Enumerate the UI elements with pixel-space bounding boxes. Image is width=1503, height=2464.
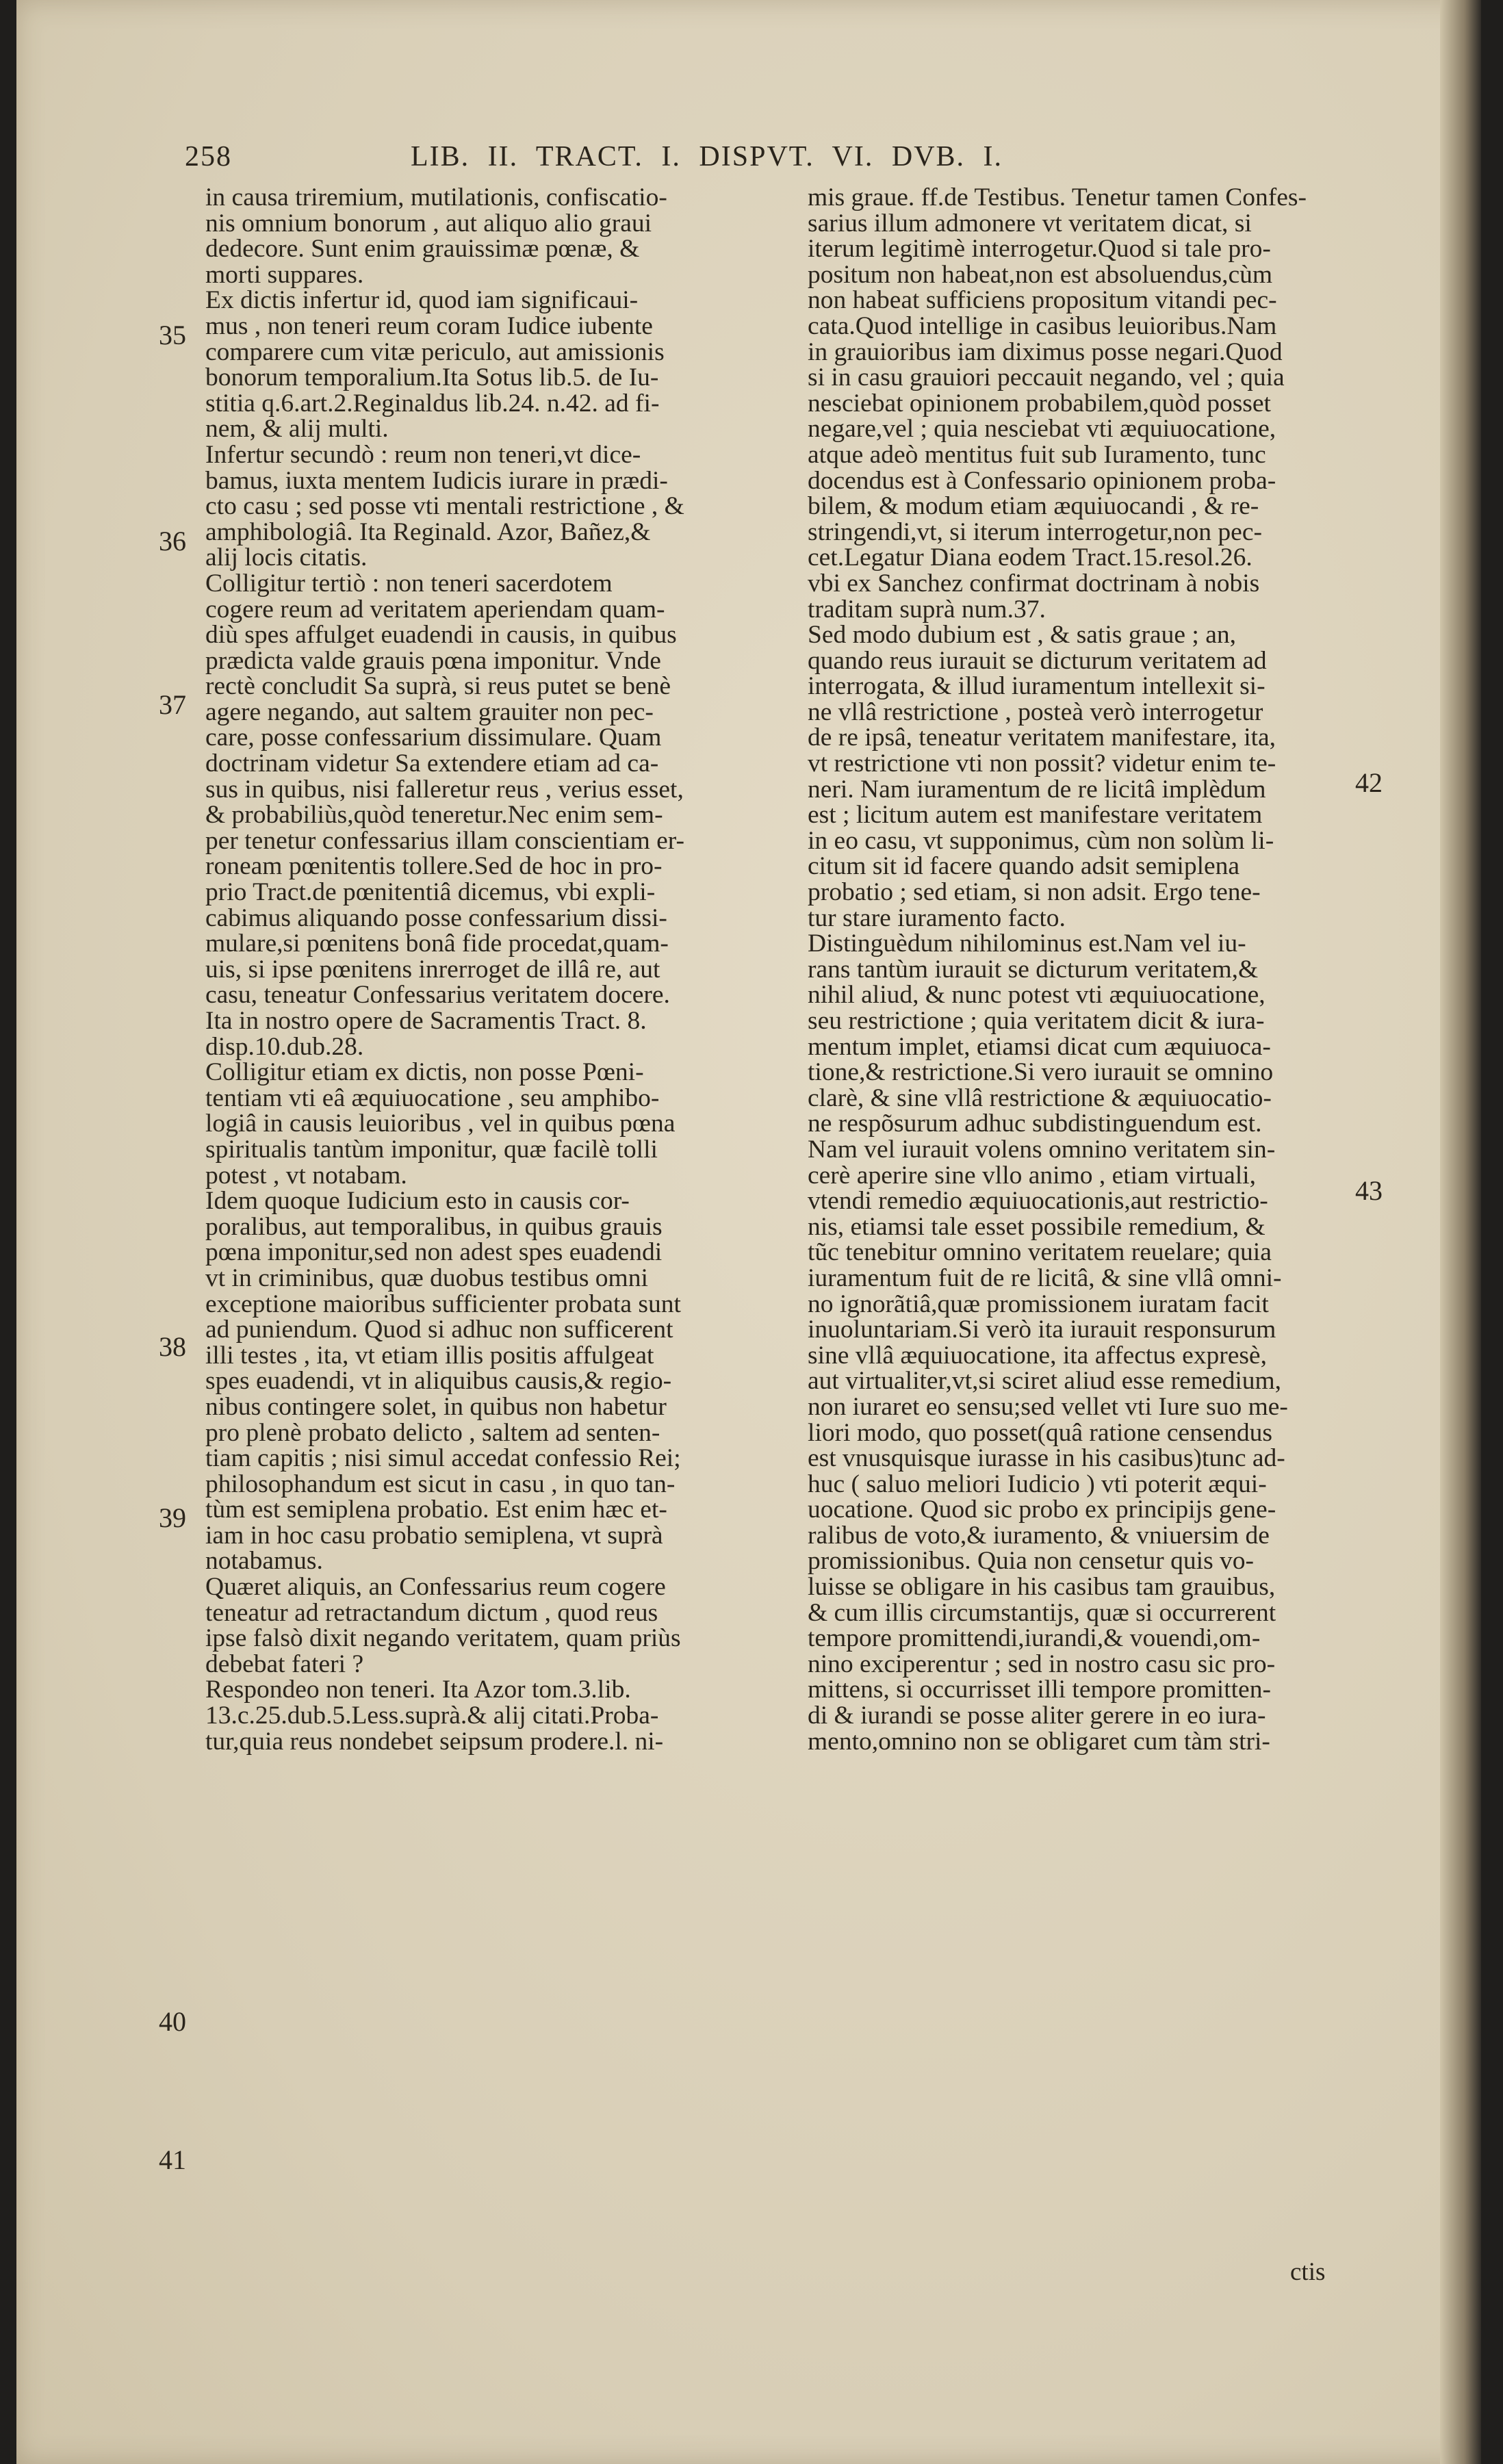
paragraph-number: 37 (159, 689, 186, 720)
text-line: vt restrictione vti non possit? videtur enim te- (808, 749, 1276, 778)
text-line: pro plenè probato delicto , saltem ad senten- (205, 1418, 660, 1447)
text-line: per tenetur confessarius illam conscientiam er- (205, 826, 685, 855)
text-line: alij locis citatis. (205, 543, 368, 572)
text-line: uocatione. Quod sic probo ex principijs gene- (808, 1496, 1276, 1524)
paragraph-number: 36 (159, 526, 186, 556)
text-line: Ita in nostro opere de Sacramentis Tract. 8. (205, 1007, 647, 1035)
paragraph-number: 40 (159, 2006, 186, 2037)
right-text-column (808, 185, 1383, 1754)
text-line: si in casu grauiori peccauit negando, vel ; quia (808, 363, 1285, 392)
page-number: 258 (185, 141, 232, 172)
text-line: spiritualis tantùm imponitur, quæ facilè tolli (205, 1135, 658, 1164)
text-line: tùm est semiplena probatio. Est enim hæc et- (205, 1496, 667, 1524)
text-line: nis omnium bonorum , aut aliquo alio graui (205, 209, 652, 238)
text-line: sarius illum admonere vt veritatem dicat, si (808, 209, 1252, 238)
text-line: est ; licitum autem est manifestare veritatem (808, 801, 1263, 830)
text-line: mis graue. ff.de Testibus. Tenetur tamen Confes- (808, 183, 1307, 211)
text-line: ne vllâ restrictione , posteà verò interrogetur (808, 697, 1263, 726)
text-line: tentiam vti eâ æquiuocatione , seu amphibo- (205, 1083, 660, 1112)
text-line: care, posse confessarium dissimulare. Quam (205, 723, 662, 752)
text-line: non iuraret eo sensu;sed vellet vti Iure suo me- (808, 1392, 1288, 1421)
text-line: vbi ex Sanchez confirmat doctrinam à nobis (808, 569, 1260, 598)
text-line: Sed modo dubium est , & satis graue ; an, (808, 621, 1236, 650)
text-line: cet.Legatur Diana eodem Tract.15.resol.26. (808, 543, 1252, 572)
text-line: iterum legitimè interrogetur.Quod si tale pro- (808, 235, 1271, 264)
text-line: interrogata, & illud iuramentum intellexit si- (808, 672, 1266, 701)
text-line: Ex dictis infertur id, quod iam significaui- (205, 286, 639, 315)
text-line: bamus, iuxta mentem Iudicis iurare in prædi- (205, 466, 668, 495)
text-line: cogere reum ad veritatem aperiendam quam- (205, 595, 665, 624)
text-line: non habeat sufficiens propositum vitandi pec- (808, 286, 1277, 315)
text-line: in causa triremium, mutilationis, confiscatio- (205, 183, 667, 211)
running-head: LIB. II. TRACT. I. DISPVT. VI. DVB. I. (411, 141, 1003, 172)
text-line: nino exciperentur ; sed in nostro casu sic pro- (808, 1650, 1276, 1678)
text-line: agere negando, aut saltem grauiter non pec- (205, 697, 654, 726)
text-line: vtendi remedio æquiuocationis,aut restrictio- (808, 1187, 1268, 1216)
text-line: cata.Quod intellige in casibus leuioribus.Nam (808, 311, 1277, 340)
text-line: probatio ; sed etiam, si non adsit. Ergo tene- (808, 878, 1261, 907)
text-line: ipse falsò dixit negando veritatem, quam priùs (205, 1624, 681, 1653)
text-line: bonorum temporalium.Ita Sotus lib.5. de Iu- (205, 363, 659, 392)
text-line: roneam pœnitentis tollere.Sed de hoc in pro- (205, 852, 663, 881)
text-line: & probabiliùs,quòd teneretur.Nec enim sem- (205, 801, 663, 830)
text-line: stringendi,vt, si iterum interrogetur,non pec- (808, 517, 1262, 546)
text-line: tur stare iuramento facto. (808, 903, 1066, 932)
text-line: mentum implet, etiamsi dicat cum æquiuoca- (808, 1032, 1271, 1061)
text-line: tũc tenebitur omnino veritatem reuelare; quia (808, 1238, 1272, 1267)
text-line: diù spes affulget euadendi in causis, in quibus (205, 621, 677, 650)
paragraph-number: 35 (159, 320, 186, 350)
text-line: luisse se obligare in his casibus tam grauibus, (808, 1573, 1276, 1602)
paragraph-number: 43 (1355, 1175, 1383, 1206)
text-line: illi testes , ita, vt etiam illis positis affulgeat (205, 1341, 654, 1370)
text-line: traditam suprà num.37. (808, 595, 1046, 624)
text-line: poralibus, aut temporalibus, in quibus grauis (205, 1212, 663, 1241)
text-line: sus in quibus, nisi falleretur reus , verius esset, (205, 775, 684, 804)
text-line: pœna imponitur,sed non adest spes euadendi (205, 1238, 663, 1267)
text-line: Idem quoque Iudicium esto in causis cor- (205, 1187, 630, 1216)
text-line: cto casu ; sed posse vti mentali restrictione , & (205, 492, 684, 521)
text-line: & cum illis circumstantijs, quæ si occurrerent (808, 1598, 1276, 1627)
text-line: no ignorãtiâ,quæ promissionem iuratam facit (808, 1289, 1269, 1318)
text-line: Infertur secundò : reum non teneri,vt dice- (205, 440, 641, 469)
text-line: rectè concludit Sa suprà, si reus putet se benè (205, 672, 671, 701)
text-line: vt in criminibus, quæ duobus testibus omni (205, 1263, 648, 1292)
text-line: teneatur ad retractandum dictum , quod reus (205, 1598, 658, 1627)
text-line: Distinguèdum nihilominus est.Nam vel iu- (808, 929, 1246, 958)
text-line: Nam vel iurauit volens omnino veritatem sin- (808, 1135, 1276, 1164)
text-line: nihil aliud, & nunc potest vti æquiuocatione, (808, 981, 1266, 1010)
text-line: casu, teneatur Confessarius veritatem docere. (205, 981, 670, 1010)
text-line: mittens, si occurrisset illi tempore promitten- (808, 1676, 1271, 1704)
text-line: in eo casu, vt supponimus, cùm non solùm li- (808, 826, 1274, 855)
text-line: est vnusquisque iurasse in his casibus)tunc ad- (808, 1444, 1285, 1473)
text-line: Quæret aliquis, an Confessarius reum cogere (205, 1573, 666, 1602)
text-line: ad puniendum. Quod si adhuc non sufficerent (205, 1316, 673, 1344)
text-line: liori modo, quo posset(quâ ratione censendus (808, 1418, 1273, 1447)
text-line: nibus contingere solet, in quibus non habetur (205, 1392, 667, 1421)
text-line: huc ( saluo meliori Iudicio ) vti poterit æqui- (808, 1470, 1267, 1498)
text-line: positum non habeat,non est absoluendus,cùm (808, 260, 1273, 289)
paragraph-number: 38 (159, 1331, 186, 1362)
catchword: ctis (1290, 2258, 1326, 2286)
text-line: negare,vel ; quia nesciebat vti æquiuocatione, (808, 415, 1276, 444)
text-line: spes euadendi, vt in aliquibus causis,& regio- (205, 1367, 672, 1396)
text-line: docendus est à Confessario opinionem proba- (808, 466, 1276, 495)
paragraph-number: 42 (1355, 767, 1383, 798)
text-line: nem, & alij multi. (205, 415, 389, 444)
text-line: de re ipsâ, teneatur veritatem manifestare, ita, (808, 723, 1276, 752)
text-line: quando reus iurauit se dicturum veritatem ad (808, 646, 1267, 675)
text-line: Colligitur etiam ex dictis, non posse Pœni- (205, 1058, 644, 1087)
text-line: exceptione maioribus sufficienter probata sunt (205, 1289, 681, 1318)
text-line: sine vllâ æquiuocatione, ita affectus expresè, (808, 1341, 1267, 1370)
text-line: tione,& restrictione.Si vero iurauit se omnino (808, 1058, 1274, 1087)
text-line: prio Tract.de pœnitentiâ dicemus, vbi expli- (205, 878, 656, 907)
text-line: nis, etiamsi tale esset possibile remedium, & (808, 1212, 1266, 1241)
text-line: in grauioribus iam diximus posse negari.Quod (808, 337, 1283, 366)
text-line: amphibologiâ. Ita Reginald. Azor, Bañez,& (205, 517, 651, 546)
text-line: iuramentum fuit de re licitâ, & sine vllâ omni- (808, 1263, 1282, 1292)
text-line: morti suppares. (205, 260, 364, 289)
text-line: 13.c.25.dub.5.Less.suprà.& alij citati.Proba- (205, 1702, 659, 1730)
text-line: prædicta valde grauis pœna imponitur. Vnde (205, 646, 661, 675)
text-line: tempore promittendi,iurandi,& vouendi,om- (808, 1624, 1261, 1653)
paragraph-number: 41 (159, 2144, 186, 2175)
text-line: ne respõsurum adhuc subdistinguendum est. (808, 1109, 1262, 1138)
text-line: logiâ in causis leuioribus , vel in quibus pœna (205, 1109, 676, 1138)
text-line: nesciebat opinionem probabilem,quòd posset (808, 389, 1271, 418)
text-line: citum sit id facere quando adsit semiplena (808, 852, 1240, 881)
text-line: comparere cum vitæ periculo, aut amissionis (205, 337, 665, 366)
text-line: neri. Nam iuramentum de re licitâ implèdum (808, 775, 1266, 804)
text-line: disp.10.dub.28. (205, 1032, 364, 1061)
text-line: promissionibus. Quia non censetur quis vo- (808, 1547, 1255, 1576)
text-line: mus , non teneri reum coram Iudice iubente (205, 311, 653, 340)
left-text-column (205, 185, 767, 1754)
text-line: tiam capitis ; nisi simul accedat confessio Rei; (205, 1444, 681, 1473)
page-header (185, 140, 1211, 181)
text-line: tur,quia reus nondebet seipsum prodere.l. ni- (205, 1727, 664, 1756)
paragraph-number: 39 (159, 1502, 186, 1533)
text-line: dedecore. Sunt enim grauissimæ pœnæ, & (205, 235, 640, 264)
text-line: inuoluntariam.Si verò ita iurauit responsurum (808, 1316, 1276, 1344)
text-line: clarè, & sine vllâ restrictione & æquiuocatio- (808, 1083, 1272, 1112)
text-line: rans tantùm iurauit se dicturum veritatem,& (808, 955, 1259, 984)
text-line: philosophandum est sicut in casu , in quo tan- (205, 1470, 676, 1498)
text-line: cabimus aliquando posse confessarium dissi- (205, 903, 667, 932)
text-line: atque adeò mentitus fuit sub Iuramento, tunc (808, 440, 1266, 469)
text-line: Colligitur tertiò : non teneri sacerdotem (205, 569, 613, 598)
text-line: doctrinam videtur Sa extendere etiam ad ca- (205, 749, 659, 778)
text-line: bilem, & modum etiam æquiuocandi , & re- (808, 492, 1259, 521)
text-line: ralibus de voto,& iuramento, & vniuersim de (808, 1521, 1270, 1550)
text-line: mento,omnino non se obligaret cum tàm stri- (808, 1727, 1270, 1756)
text-line: uis, si ipse pœnitens inrerroget de illâ re, aut (205, 955, 660, 984)
book-spine (1440, 0, 1481, 2464)
text-line: iam in hoc casu probatio semiplena, vt suprà (205, 1521, 663, 1550)
text-line: stitia q.6.art.2.Reginaldus lib.24. n.42. ad fi- (205, 389, 660, 418)
text-line: debebat fateri ? (205, 1650, 364, 1678)
text-line: potest , vt notabam. (205, 1161, 407, 1190)
text-line: Respondeo non teneri. Ita Azor tom.3.lib. (205, 1676, 631, 1704)
text-line: cerè aperire sine vllo animo , etiam virtuali, (808, 1161, 1256, 1190)
text-line: seu restrictione ; quia veritatem dicit & iura- (808, 1007, 1265, 1035)
text-line: notabamus. (205, 1547, 323, 1576)
text-line: aut virtualiter,vt,si sciret aliud esse remedium, (808, 1367, 1282, 1396)
text-line: mulare,si pœnitens bonâ fide procedat,quam- (205, 929, 669, 958)
text-line: di & iurandi se posse aliter gerere in eo iura- (808, 1702, 1266, 1730)
